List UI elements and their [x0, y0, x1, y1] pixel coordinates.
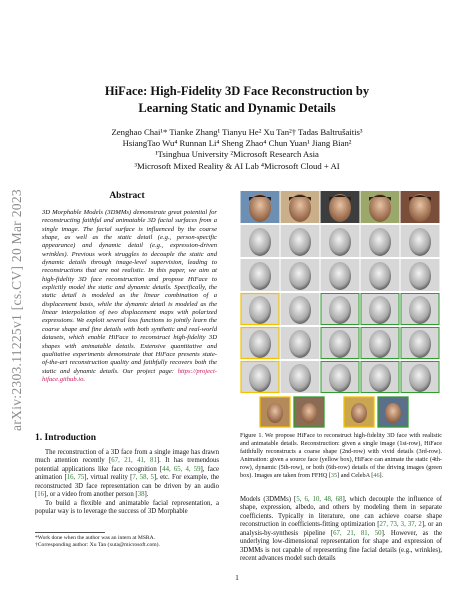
- reconstructed-mesh: [361, 327, 400, 359]
- introduction-heading: 1. Introduction: [35, 433, 97, 443]
- reconstructed-mesh: [321, 293, 360, 325]
- reconstructed-mesh: [241, 327, 280, 359]
- driving-image-thumbnail: [260, 397, 290, 427]
- reconstructed-mesh: [241, 259, 280, 291]
- affiliation-line-1: ¹Tsinghua University ²Microsoft Research Asia: [155, 149, 319, 160]
- reconstructed-mesh: [361, 225, 400, 257]
- abstract-heading: Abstract: [109, 191, 145, 201]
- footnotes: [35, 535, 219, 549]
- arxiv-identifier-text: arXiv:2303.11225v1 [cs.CV] 20 Mar 2023: [9, 189, 24, 431]
- input-photo: [241, 191, 280, 223]
- author-block: [0, 127, 474, 172]
- page-number: 1: [235, 573, 239, 582]
- reconstructed-mesh: [361, 293, 400, 325]
- reconstructed-mesh: [281, 327, 320, 359]
- input-photo: [401, 191, 440, 223]
- reconstructed-mesh: [241, 225, 280, 257]
- figure-caption: Figure 1. We propose HiFace to reconstruct high-fidelity 3D face with realistic and animatable details. Reconstruction: given a single image (1st-row), HiFace faithfully reconstructs a coarse shape (2nd-row) with vivid details (3rd-row). Animation: given a source face (yellow box), HiFace can animate the static (4th-row), dynamic (5th-row), or both (6th-row) details of the driving images (green box). Images are taken from FFHQ [35] and CelebA [46].: [240, 432, 442, 479]
- teaser-figure: [240, 191, 440, 429]
- citation-link[interactable]: 5, 6, 10, 48, 68: [296, 496, 343, 503]
- authors-line-2: HsiangTao Wu⁴ Runnan Li⁴ Sheng Zhao⁴ Chun Yuan¹ Jiang Bian²: [122, 138, 352, 149]
- reconstructed-mesh: [321, 225, 360, 257]
- reconstructed-mesh: [281, 293, 320, 325]
- introduction-body: [35, 449, 219, 517]
- footnote-corresponding: †Corresponding author: Xu Tan (xuta@microsoft.com).: [35, 542, 160, 548]
- title-line-2: Learning Static and Dynamic Details: [138, 101, 336, 115]
- authors-line-1: Zenghao Chai¹* Tianke Zhang¹ Tianyu He² Xu Tan²† Tadas Baltrušaitis³: [111, 127, 363, 137]
- citation-link[interactable]: 44, 65, 4, 59: [162, 465, 201, 473]
- citation-link[interactable]: 67, 21, 81, 50: [333, 529, 382, 537]
- driving-image-thumbnail: [294, 397, 324, 427]
- footnote-intern: *Work done when the author was an intern at MSRA.: [35, 535, 156, 541]
- abstract-body: 3D Morphable Models (3DMMs) demonstrate great potential for reconstructing faithful and animatable 3D facial surfaces from a single image. The facial surface is influenced by the coarse shape, as well as the static detail (e.g., person-specific appearance) and dynamic detail (e.g., expression-driven wrinkles). Previous work struggles to decouple the static and dynamic details through image-level supervision, leading to reconstructions that are not realistic. In this paper, we aim at high-fidelity 3D face reconstruction and propose HiFace to explicitly model the static and dynamic details. Specifically, the static detail is modeled as the linear combination of a displacement basis, while the dynamic detail is modeled as the linear interpolation of two displacement maps with polarized expressions. We exploit several loss functions to jointly learn the coarse shape and fine details with both synthetic and real-world datasets, which enable HiFace to reconstruct high-fidelity 3D shapes with animatable details. Extensive quantitative and qualitative experiments demonstrate that HiFace presents state-of-the-art reconstruction quality and faithfully recovers both the static and dynamic details. Our project page: https://project-hiface.github.io.: [42, 209, 217, 383]
- driving-image-thumbnail: [378, 397, 408, 427]
- intro-paragraph-1: The reconstruction of a 3D face from a single image has drawn much attention recently [67, 21, 41, 81]. It has tremendous potential applications like face recognition [44, 65, 4, 59], face animation [16, 75], virtual reality [7, 58, 5], etc. For example, the reconstructed 3D face representation can be driven by an audio [16], or a video from another person [38].: [35, 449, 219, 499]
- reconstructed-mesh: [401, 259, 440, 291]
- reconstructed-mesh: [401, 293, 440, 325]
- reconstructed-mesh: [361, 361, 400, 393]
- title-line-1: HiFace: High-Fidelity 3D Face Reconstruction by: [104, 84, 370, 98]
- reconstructed-mesh: [281, 225, 320, 257]
- intro-paragraph-2: To build a flexible and animatable facial representation, a popular way is to leverage the success of 3D Morphable: [35, 499, 219, 516]
- project-page-link[interactable]: https://project-hiface.github.io: [42, 367, 217, 383]
- driving-image-thumbnail: [344, 397, 374, 427]
- citation-link[interactable]: 35: [330, 471, 338, 479]
- input-photo: [281, 191, 320, 223]
- reconstructed-mesh: [401, 327, 440, 359]
- reconstructed-mesh: [401, 225, 440, 257]
- right-column-text: Models (3DMMs) [5, 6, 10, 48, 68], which decouple the influence of shape, expression, albedo, and others by modeling them in separate coefficients. Typically in literature, one can achieve coarse shape reconstruction in coefficients-fitting optimization [27, 73, 3, 37, 2], or an analysis-by-synthesis pipeline [67, 21, 81, 50]. However, as the underlying low-dimensional representation for shape and expression of 3DMMs is not capable of representing fine facial details (e.g., wrinkles), recent advances model such details: [240, 496, 443, 563]
- reconstructed-mesh: [321, 259, 360, 291]
- reconstructed-mesh: [361, 259, 400, 291]
- reconstructed-mesh: [241, 293, 280, 325]
- citation-link[interactable]: 38: [137, 491, 145, 499]
- footnote-rule: [35, 532, 105, 533]
- reconstructed-mesh: [281, 361, 320, 393]
- input-photo: [361, 191, 400, 223]
- reconstructed-mesh: [281, 259, 320, 291]
- citation-link[interactable]: 16, 75: [66, 474, 85, 482]
- input-photo: [321, 191, 360, 223]
- reconstructed-mesh: [241, 361, 280, 393]
- affiliation-line-2: ³Microsoft Mixed Reality & AI Lab ⁴Microsoft Cloud + AI: [134, 160, 340, 171]
- citation-link[interactable]: 16: [37, 491, 45, 499]
- arxiv-identifier-sidebar: [6, 150, 28, 470]
- reconstructed-mesh: [321, 361, 360, 393]
- paper-title: [0, 83, 474, 117]
- abstract-text: 3D Morphable Models (3DMMs) demonstrate great potential for reconstructing faithful and animatable 3D facial surfaces from a single image. The facial surface is influenced by the coarse shape, as well as the static detail (e.g., person-specific appearance) and dynamic detail (e.g., expression-driven wrinkles). Previous work struggles to decouple the static and dynamic details through image-level supervision, leading to reconstructions that are not realistic. In this paper, we aim at high-fidelity 3D face reconstruction and propose HiFace to explicitly model the static and dynamic details. Specifically, the static detail is modeled as the linear combination of a displacement basis, while the dynamic detail is modeled as the linear interpolation of two displacement maps with polarized expressions. We exploit several loss functions to jointly learn the coarse shape and fine details with both synthetic and real-world datasets, which enable HiFace to reconstruct high-fidelity 3D shapes with animatable details. Extensive quantitative and qualitative experiments demonstrate that HiFace presents state-of-the-art reconstruction quality and faithfully recovers both the static and dynamic details. Our project page:: [42, 209, 217, 375]
- citation-link[interactable]: 67, 21, 41, 81: [111, 457, 157, 465]
- reconstructed-mesh: [401, 361, 440, 393]
- citation-link[interactable]: 7, 58, 5: [132, 474, 154, 482]
- citation-link[interactable]: 27, 73, 3, 37, 2: [379, 521, 422, 529]
- reconstructed-mesh: [321, 327, 360, 359]
- citation-link[interactable]: 46: [373, 471, 380, 479]
